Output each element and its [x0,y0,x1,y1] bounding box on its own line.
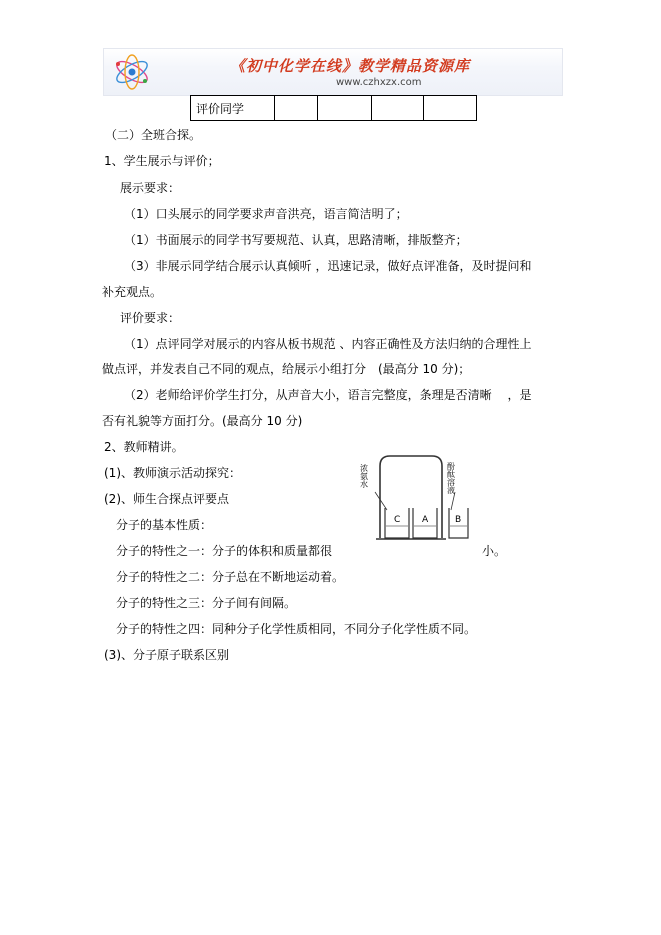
header-title: 《初中化学在线》教学精品资源库 [230,57,471,75]
beaker-b-label: B [455,515,462,525]
rating-cell [372,96,424,121]
subsection-heading: 2、教师精讲。 [104,440,184,454]
paragraph-line: 分子的特性之四：同种分子化学性质相同，不同分子化学性质不同。 [116,622,477,636]
ammonia-label: 浓氨水 [359,464,369,488]
atom-logo-icon [110,51,154,93]
rating-cell [275,96,318,121]
paragraph-line: 补充观点。 [102,285,163,299]
paragraph-line: 评价要求： [120,311,181,325]
rating-table [190,95,477,121]
rating-label-cell: 评价同学 [191,96,275,121]
paragraph-line: （1）书面展示的同学书写要规范、认真，思路清晰，排版整齐； [124,233,468,247]
experiment-diagram [359,452,478,562]
subsection-heading: 1、学生展示与评价； [104,154,220,168]
paragraph-line: 分子的基本性质： [116,518,213,532]
header-url: www.czhxzx.com [336,77,422,88]
paragraph-line: （2）老师给评价学生打分，从声音大小，语言完整度，条理是否清晰 ，是 [124,388,532,402]
paragraph-line: 否有礼貌等方面打分。(最高分 10 分) [102,414,303,428]
rating-cell [318,96,372,121]
paragraph-line: (1)、教师演示活动探究： [104,466,241,480]
phenolphthalein-label: 酚酞溶液 [446,462,456,494]
paragraph-line: 分子的特性之二：分子总在不断地运动着。 [116,570,345,584]
paragraph-line: (3)、分子原子联系区别 [104,648,229,662]
header-banner [103,48,563,96]
paragraph-line: (2)、师生合探点评要点 [104,492,229,506]
paragraph-line: 分子的特性之三：分子间有间隔。 [116,596,297,610]
paragraph-line: （1）口头展示的同学要求声音洪亮，语言简洁明了； [124,207,408,221]
paragraph-line: （1）点评同学对展示的内容从板书规范 、内容正确性及方法归纳的合理性上 [124,337,532,351]
beaker-c-label: C [394,515,401,525]
paragraph-line: 小。 [482,544,507,558]
beaker-a-label: A [422,515,429,525]
section-heading: （二）全班合探。 [105,128,202,142]
paragraph-line: 展示要求： [120,181,181,195]
paragraph-line: （3）非展示同学结合展示认真倾听 ，迅速记录，做好点评准备，及时提问和 [124,259,532,273]
paragraph-line: 做点评，并发表自己不同的观点，给展示小组打分 (最高分 10 分)； [102,362,471,376]
rating-cell [424,96,477,121]
paragraph-line: 分子的特性之一：分子的体积和质量都很 [116,544,333,558]
table-row [191,96,477,121]
